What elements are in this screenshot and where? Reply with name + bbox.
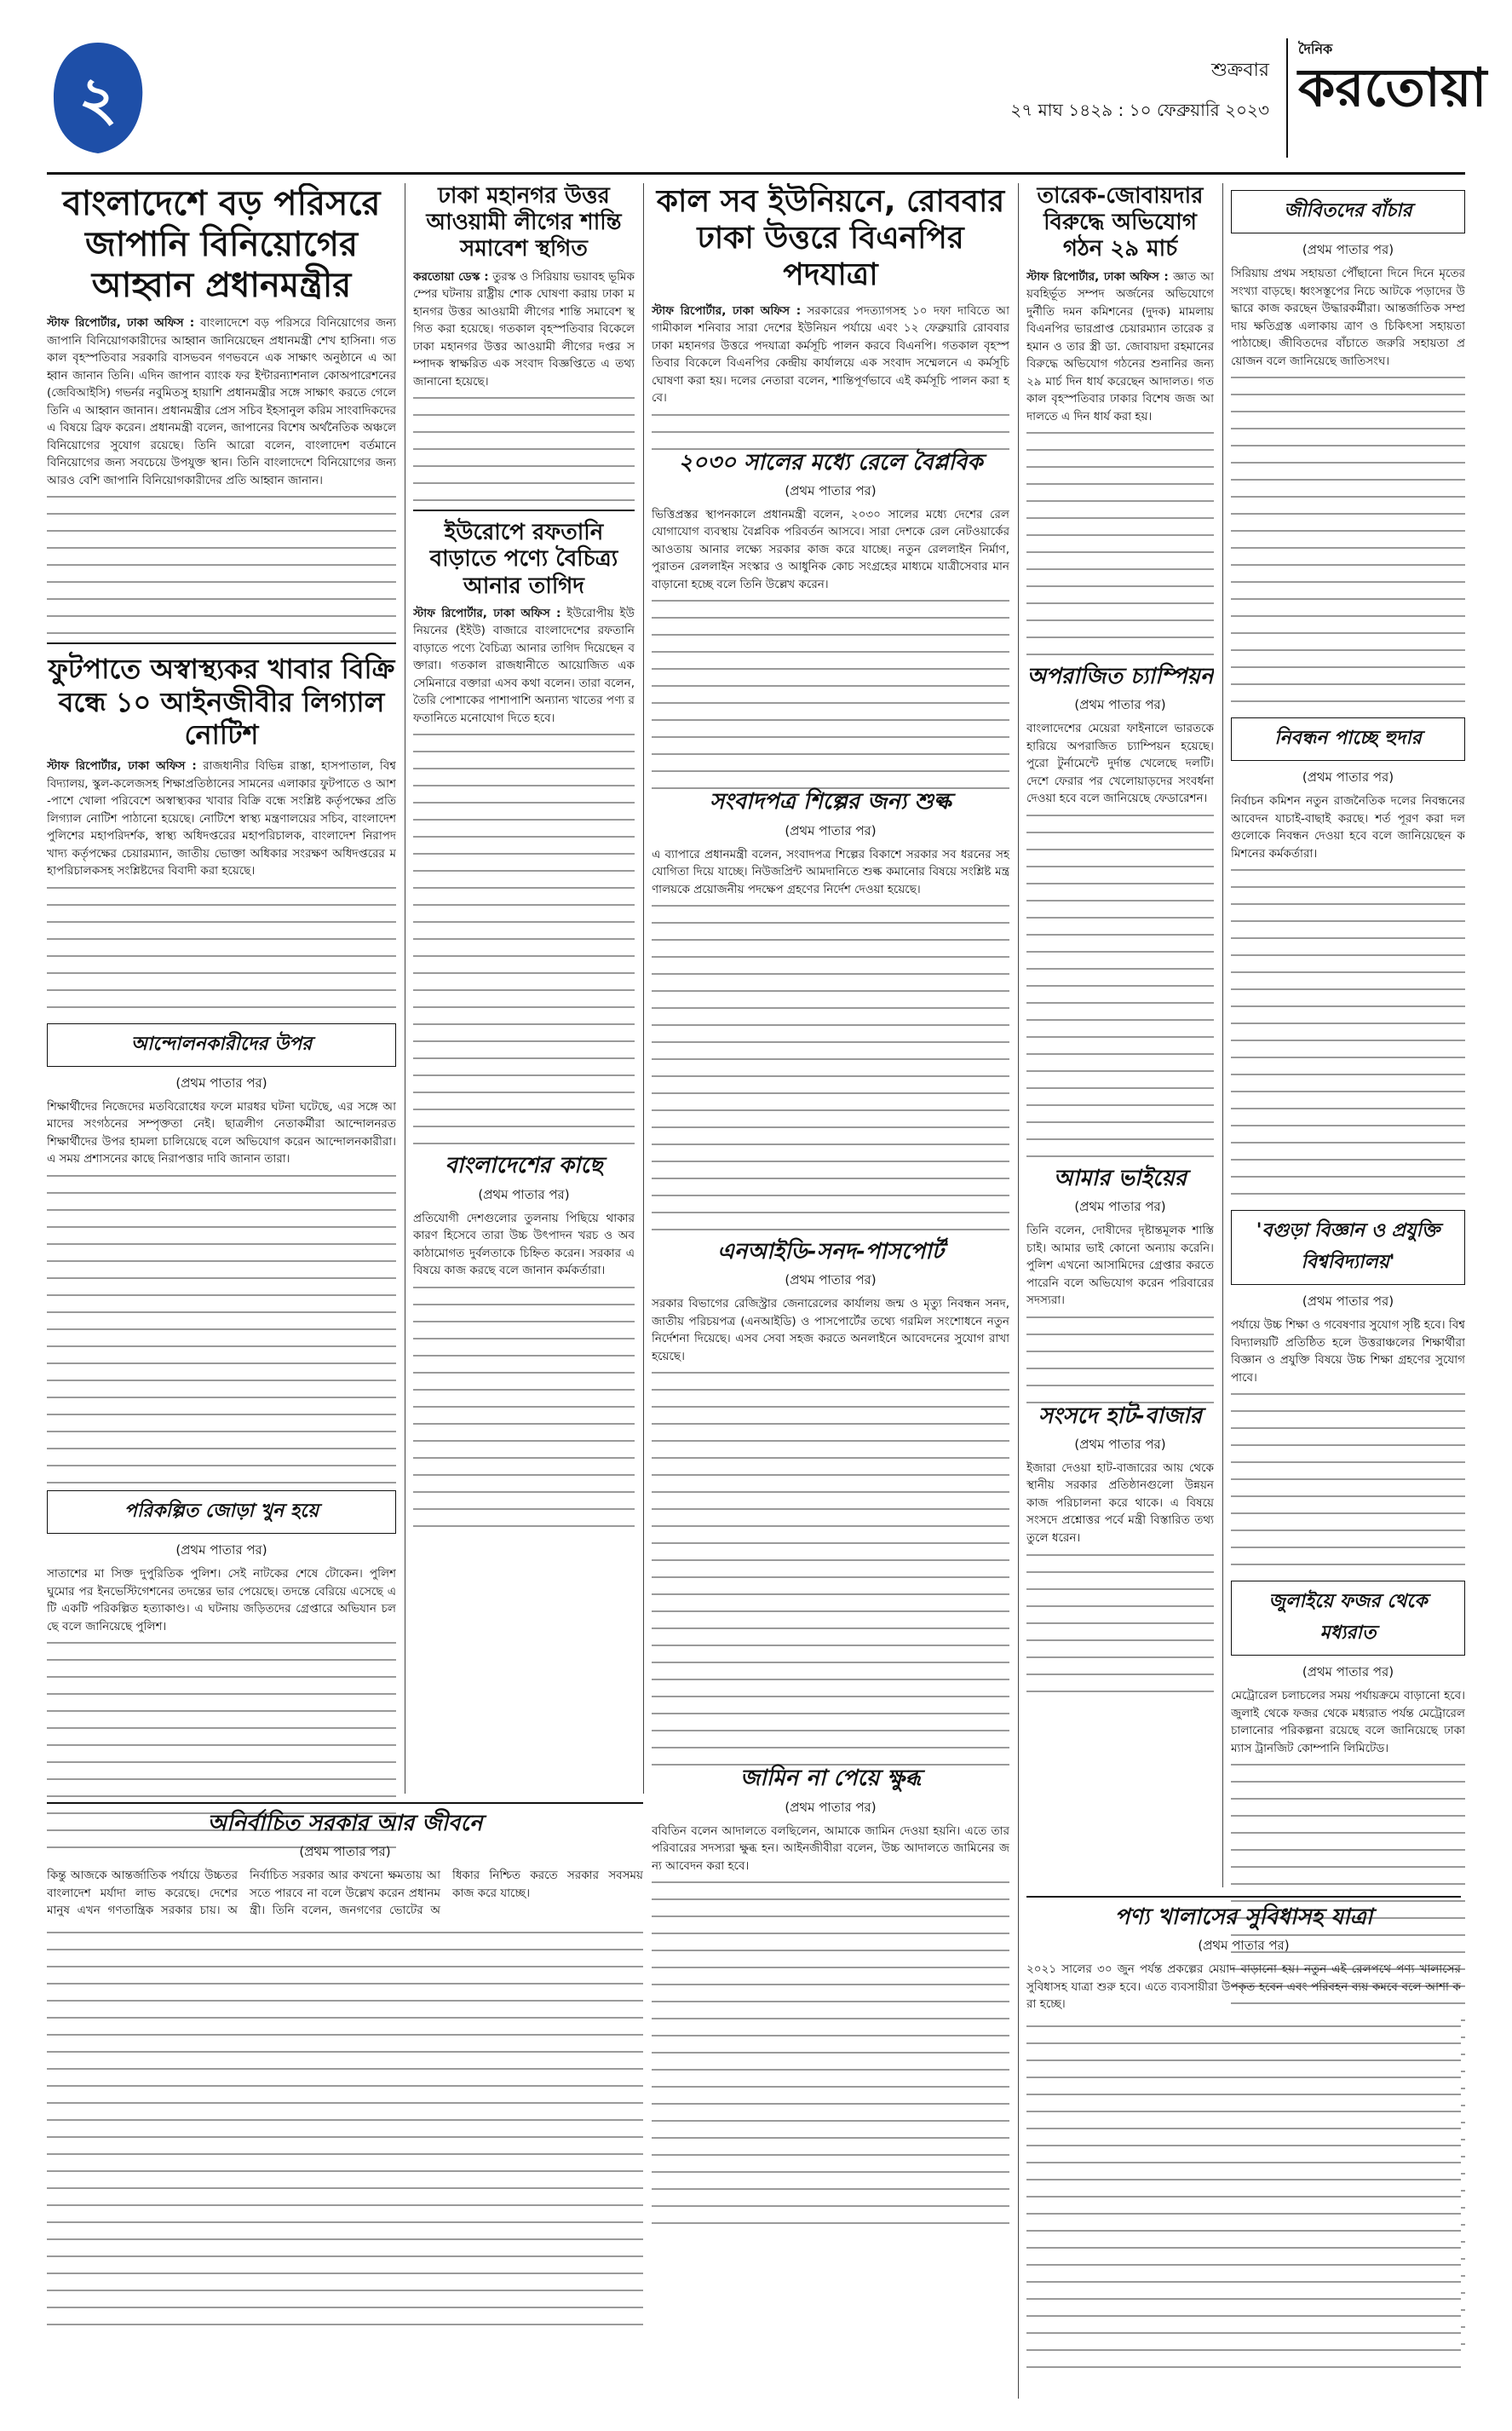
headline-my-brother: আমার ভাইয়ের	[1053, 1165, 1187, 1191]
article-tarique-case: স্টাফ রিপোর্টার, ঢাকা অফিস : জ্ঞাত আয়বহির্ভূত সম্পদ অর্জনের অভিযোগে দুর্নীতি দমন কমিশনের (দুদক) মামলায় বিএনপির ভারপ্রাপ্ত চেয়ারম্যান তারেক রহমান ও তার স্ত্রী ডা. জোবায়দা রহমানের বিরুদ্ধে অভিযোগ গঠনের শুনানির জন্য ২৯ মার্চ দিন ধার্য করেছেন আদালত। গতকাল বৃহস্পতিবার ঢাকার বিশেষ জজ আদালতে এ দিন ধার্য করা হয়।	[1026, 269, 1214, 423]
article-survivors: সিরিয়ায় প্রথম সহায়তা পৌঁছানো দিনে দিনে মৃতের সংখ্যা বাড়ছে। ধ্বংসস্তূপের নিচে আটকে পড়াদের উদ্ধারে কাজ করছেন উদ্ধারকর্মীরা। আন্তর্জাতিক সম্প্রদায় ক্ষতিগ্রস্ত এলাকায় ত্রাণ ও চিকিৎসা সহায়তা পাঠাচ্ছে। জীবিতদের বাঁচাতে জরুরি সহায়তা প্রয়োজন বলে জানিয়েছে জাতিসংঘ।	[1231, 267, 1465, 368]
article-cargo: ২০২১ সালের ৩০ জুন পর্যন্ত প্রকল্পের মেয়াদ বাড়ানো হয়। নতুন এই রেলপথে পণ্য খালাসের সুবিধাসহ যাত্রা শুরু হবে। এতে ব্যবসায়ীরা উপকৃত হবেন এবং পরিবহন ব্যয় কমবে বলে আশা করা হচ্ছে।	[1026, 1962, 1461, 2012]
headline-cargo: পণ্য খালাসের সুবিধাসহ যাত্রা	[1114, 1904, 1373, 1930]
article-hat-bazar: ইজারা দেওয়া হাট-বাজারের আয় থেকে স্থানীয় সরকার প্রতিষ্ঠানগুলো উন্নয়ন কাজ পরিচালনা করে থাকে। এ বিষয়ে সংসদে প্রশ্নোত্তর পর্বে মন্ত্রী বিস্তারিত তথ্য তুলে ধরেন।	[1026, 1460, 1214, 1545]
article-japan: স্টাফ রিপোর্টার, ঢাকা অফিস : বাংলাদেশে বড় পরিসরে বিনিয়োগের জন্য জাপানি বিনিয়োগকারীদের আহ্বান জানিয়েছেন প্রধানমন্ত্রী শেখ হাসিনা। গতকাল বৃহস্পতিবার সরকারি বাসভবন গণভবনে এক সাক্ষাৎ অনুষ্ঠানে এ আহ্বান জানান তিনি। এদিন জাপান ব্যাংক ফর ইন্টারন্যাশনাল কোঅপারেশনের (জেবিআইসি) গভর্নর নবুমিতসু হায়াশি প্রধানমন্ত্রীর সঙ্গে সাক্ষাৎ করতে গেলে তিনি এ আহ্বান জানান। প্রধানমন্ত্রীর প্রেস সচিব ইহসানুল করিম সাংবাদিকদের এ বিষয়ে ব্রিফ করেন। প্রধানমন্ত্রী বলেন, জাপানের বিশেষ অর্থনৈতিক অঞ্চলে বিনিয়োগের সুযোগ রয়েছে। তিনি আরো বলেন, বাংলাদেশ বর্তমানে বিনিয়োগের জন্য সবচেয়ে উপযুক্ত স্থান। তিনি বাংলাদেশে বিনিয়োগের জন্য আরও বেশি জাপানি বিনিয়োগকারীদের প্রতি আহ্বান জানান।	[47, 316, 396, 487]
headline-unelected-govt: অনির্বাচিত সরকার আর জীবনে	[207, 1811, 483, 1836]
headline-japan: বাংলাদেশে বড় পরিসরে জাপানি বিনিয়োগের আহ্বান প্রধানমন্ত্রীর	[62, 184, 381, 305]
headline-awami-rally: ঢাকা মহানগর উত্তর আওয়ামী লীগের শান্তি সমাবেশ স্থগিত	[426, 183, 622, 262]
article-rail-2030: ভিত্তিপ্রস্তর স্থাপনকালে প্রধানমন্ত্রী বলেন, ২০৩০ সালের মধ্যে দেশের রেল যোগাযোগ ব্যবস্থায় বৈপ্লবিক পরিবর্তন আসবে। সারা দেশকে রেল নেটওয়ার্কের আওতায় আনার লক্ষ্যে সরকার কাজ করে যাচ্ছে। নতুন রেললাইন নির্মাণ, পুরাতন রেললাইন সংস্কার ও আধুনিক কোচ সংগ্রহের মাধ্যমে যাত্রীসেবার মান বাড়ানো হচ্ছে বলে তিনি উল্লেখ করেন।	[652, 507, 1009, 591]
column-5: জীবিতদের বাঁচার (প্রথম পাতার পর) সিরিয়ায় প্রথম সহায়তা পৌঁছানো দিনে দিনে মৃতের সংখ্যা বাড়ছে। ধ্বংসস্তূপের নিচে আটকে পড়াদের উদ্ধারে কাজ করছেন উদ্ধারকর্মীরা। আন্তর্জাতিক সম্প্রদায় ক্ষতিগ্রস্ত এলাকায় ত্রাণ ও চিকিৎসা সহায়তা পাঠাচ্ছে। জীবিতদের বাঁচাতে জরুরি সহায়তা প্রয়োজন বলে জানিয়েছে জাতিসংঘ। নিবন্ধন পাচ্ছে হুদার (প্রথম পাতার পর) নির্বাচন কমিশন নতুন রাজনৈতিক দলের নিবন্ধনের আবেদন যাচাই-বাছাই করছে। শর্ত পূরণ করা দলগুলোকে নিবন্ধন দেওয়া হবে বলে জানিয়েছেন কমিশনের কর্মকর্তারা। 'বগুড়া বিজ্ঞান ও প্রযুক্তি বিশ্ববিদ্যালয়' (প্রথম পাতার পর) পর্যায়ে উচ্চ শিক্ষা ও গবেষণার সুযোগ সৃষ্টি হবে। বিশ্ববিদ্যালয়টি প্রতিষ্ঠিত হলে উত্তরাঞ্চলের শিক্ষার্থীরা বিজ্ঞান ও প্রযুক্তি বিষয়ে উচ্চ শিক্ষা গ্রহণের সুযোগ পাবে। জুলাইয়ে ফজর থেকে মধ্যরাত (প্রথম পাতার পর) মেট্রোরেল চলাচলের সময় পর্যায়ক্রমে বাড়ানো হবে। জুলাই থেকে ফজর থেকে মধ্যরাত পর্যন্ত মেট্রোরেল চালানোর পরিকল্পনা রয়েছে বলে জানিয়েছে ঢাকা ম্যাস ট্রানজিট কোম্পানি লিমিটেড।	[1231, 183, 1465, 2399]
article-awami-rally-continued	[413, 390, 635, 501]
column-1: বাংলাদেশে বড় পরিসরে জাপানি বিনিয়োগের আহ্বান প্রধানমন্ত্রীর স্টাফ রিপোর্টার, ঢাকা অফিস : বাংলাদেশে বড় পরিসরে বিনিয়োগের জন্য জাপানি বিনিয়োগকারীদের আহ্বান জানিয়েছেন প্রধানমন্ত্রী শেখ হাসিনা। গতকাল বৃহস্পতিবার সরকারি বাসভবন গণভবনে এক সাক্ষাৎ অনুষ্ঠানে এ আহ্বান জানান তিনি। এদিন জাপান ব্যাংক ফর ইন্টারন্যাশনাল কোঅপারেশনের (জেবিআইসি) গভর্নর নবুমিতসু হায়াশি প্রধানমন্ত্রীর সঙ্গে সাক্ষাৎ করতে গেলে তিনি এ আহ্বান জানান। প্রধানমন্ত্রীর প্রেস সচিব ইহসানুল করিম সাংবাদিকদের এ বিষয়ে ব্রিফ করেন। প্রধানমন্ত্রী বলেন, জাপানের বিশেষ অর্থনৈতিক অঞ্চলে বিনিয়োগের সুযোগ রয়েছে। তিনি আরো বলেন, বাংলাদেশ বর্তমানে বিনিয়োগের জন্য সবচেয়ে উপযুক্ত স্থান। তিনি বাংলাদেশে বিনিয়োগের জন্য আরও বেশি জাপানি বিনিয়োগকারীদের প্রতি আহ্বান জানান। ফুটপাতে অস্বাস্থ্যকর খাবার বিক্রি বন্ধে ১০ আইনজীবীর লিগ্যাল নোটিশ স্টাফ রিপোর্টার, ঢাকা অফিস : রাজধানীর বিভিন্ন রাস্তা, হাসপাতাল, বিশ্ববিদ্যালয়, স্কুল-কলেজসহ শিক্ষাপ্রতিষ্ঠানের সামনের এলাকার ফুটপাতে ও আশ-পাশে খোলা পরিবেশে অস্বাস্থ্যকর খাবার বিক্রি বন্ধে সংশ্লিষ্ট কর্তৃপক্ষের প্রতি লিগ্যাল নোটিশ পাঠানো হয়েছে। নোটিশে স্বাস্থ্য মন্ত্রণালয়ের সচিব, বাংলাদেশ পুলিশের মহাপরিদর্শক, স্বাস্থ্য অধিদপ্তরের মহাপরিচালক, বাংলাদেশ নিরাপদ খাদ্য কর্তৃপক্ষের চেয়ারম্যান, জাতীয় ভোক্তা অধিকার সংরক্ষণ অধিদপ্তরের মহাপরিচালকসহ সংশ্লিষ্টদের বিবাদী করা হয়েছে। আন্দোলনকারীদের উপর (প্রথম পাতার পর) শিক্ষার্থীদের নিজেদের মতবিরোধের ফলে মারধর ঘটনা ঘটেছে, এর সঙ্গে আমাদের সংগঠনের সম্পৃক্ততা নেই। ছাত্রলীগ নেতাকর্মীরা আন্দোলনরত শিক্ষার্থীদের উপর হামলা চালিয়েছে বলে অভিযোগ করেন আন্দোলনকারীরা। এ সময় প্রশাসনের কাছে নিরাপত্তার দাবি জানান তারা। পরিকল্পিত জোড়া খুন হয়ে (প্রথম পাতার পর) সাতাশের মা সিক্ত দুপুরিতিক পুলিশ। সেই নাটকের শেষে টোকেন। পুলিশ ঘুমোর পর ইনভেস্টিগেশনের তদন্তের ভার পেয়েছে। তদন্তে বেরিয়ে এসেছে এটি একটি পরিকল্পিত হত্যাকাণ্ড। এ ঘটনায় জড়িতদের গ্রেপ্তারে অভিযান চলছে বলে জানিয়েছে পুলিশ।	[47, 183, 396, 2399]
headline-street-food: ফুটপাতে অস্বাস্থ্যকর খাবার বিক্রি বন্ধে ১০ আইনজীবীর লিগ্যাল নোটিশ	[48, 653, 395, 751]
article-bangladesh-kache: প্রতিযোগী দেশগুলোর তুলনায় পিছিয়ে থাকার কারণ হিসেবে তারা উচ্চ উৎপাদন খরচ ও অবকাঠামোগত দুর্বলতাকে চিহ্নিত করেন। সরকার এ বিষয়ে কাজ করছে বলে জানান কর্মকর্তারা।	[413, 1211, 635, 1278]
article-japan-continued	[47, 489, 396, 634]
article-tarique-case-continued	[1026, 425, 1214, 664]
columns	[47, 183, 1465, 2399]
article-bnp-march: স্টাফ রিপোর্টার, ঢাকা অফিস : সরকারের পদত্যাগসহ ১০ দফা দাবিতে আগামীকাল শনিবার সারা দেশের ইউনিয়ন পর্যায়ে এবং ১২ ফেব্রুয়ারি রোববার ঢাকা মহানগর উত্তরে পদযাত্রা কর্মসূচি পালন করবে বিএনপি। গতকাল বৃহস্পতিবার বিকেলে বিএনপির কেন্দ্রীয় কার্যালয়ে এক সংবাদ সম্মেলনে এ কর্মসূচি ঘোষণা করা হয়। দলের নেতারা বলেন, শান্তিপূর্ণভাবে এই কর্মসূচি পালন করা হবে।	[652, 303, 1009, 406]
headline-protesters: আন্দোলনকারীদের উপর	[47, 1023, 396, 1067]
article-newspaper-duty-continued	[652, 898, 1009, 1239]
headline-double-murder: পরিকল্পিত জোড়া খুন হয়ে	[47, 1490, 396, 1534]
headline-metro-rail: জুলাইয়ে ফজর থেকে মধ্যরাত	[1231, 1581, 1465, 1656]
page-number: ২	[78, 64, 118, 134]
article-street-food: স্টাফ রিপোর্টার, ঢাকা অফিস : রাজধানীর বিভিন্ন রাস্তা, হাসপাতাল, বিশ্ববিদ্যালয়, স্কুল-কলেজসহ শিক্ষাপ্রতিষ্ঠানের সামনের এলাকার ফুটপাতে ও আশ-পাশে খোলা পরিবেশে অস্বাস্থ্যকর খাবার বিক্রি বন্ধে সংশ্লিষ্ট কর্তৃপক্ষের প্রতি লিগ্যাল নোটিশ পাঠানো হয়েছে। নোটিশে স্বাস্থ্য মন্ত্রণালয়ের সচিব, বাংলাদেশ পুলিশের মহাপরিদর্শক, স্বাস্থ্য অধিদপ্তরের মহাপরিচালক, বাংলাদেশ নিরাপদ খাদ্য কর্তৃপক্ষের চেয়ারম্যান, জাতীয় ভোক্তা অধিকার সংরক্ষণ অধিদপ্তরের মহাপরিচালকসহ সংশ্লিষ্টদের বিবাদী করা হয়েছে।	[47, 759, 396, 879]
headline-survivors: জীবিতদের বাঁচার	[1231, 190, 1465, 233]
article-newspaper-duty: এ ব্যাপারে প্রধানমন্ত্রী বলেন, সংবাদপত্র শিল্পের বিকাশে সরকার সব ধরনের সহযোগিতা দিয়ে যাচ্ছে। নিউজপ্রিন্ট আমদানিতে শুল্ক কমানোর বিষয়ে সংশ্লিষ্ট মন্ত্রণালয়কে প্রয়োজনীয় পদক্ষেপ গ্রহণের নির্দেশ দেওয়া হয়েছে।	[652, 847, 1009, 896]
headline-newspaper-duty: সংবাদপত্র শিল্পের জন্য শুল্ক	[710, 789, 951, 815]
headline-champion: অপরাজিত চ্যাম্পিয়ন	[1026, 664, 1214, 690]
column-2: ঢাকা মহানগর উত্তর আওয়ামী লীগের শান্তি সমাবেশ স্থগিত করতোয়া ডেস্ক : তুরস্ক ও সিরিয়ায় ভয়াবহ ভূমিকম্পের ঘটনায় রাষ্ট্রীয় শোক ঘোষণা করায় ঢাকা মহানগর উত্তর আওয়ামী লীগের শান্তি সমাবেশ স্থগিত করা হয়েছে। গতকাল বৃহস্পতিবার বিকেলে ঢাকা মহানগর উত্তর আওয়ামী লীগের দপ্তর সম্পাদক স্বাক্ষরিত এক সংবাদ বিজ্ঞপ্তিতে এ তথ্য জানানো হয়েছে। ইউরোপে রফতানি বাড়াতে পণ্যে বৈচিত্র্য আনার তাগিদ স্টাফ রিপোর্টার, ঢাকা অফিস : ইউরোপীয় ইউনিয়নের (ইইউ) বাজারে বাংলাদেশের রফতানি বাড়াতে পণ্যে বৈচিত্র্য আনার তাগিদ দিয়েছেন বক্তারা। গতকাল রাজধানীতে আয়োজিত এক সেমিনারে বক্তারা এসব কথা বলেন। তারা বলেন, তৈরি পোশাকের পাশাপাশি অন্যান্য খাতের পণ্য রফতানিতে মনোযোগ দিতে হবে। বাংলাদেশের কাছে (প্রথম পাতার পর) প্রতিযোগী দেশগুলোর তুলনায় পিছিয়ে থাকার কারণ হিসেবে তারা উচ্চ উৎপাদন খরচ ও অবকাঠামোগত দুর্বলতাকে চিহ্নিত করেন। সরকার এ বিষয়ে কাজ করছে বলে জানান কর্মকর্তারা।	[413, 183, 635, 1794]
column-4: তারেক-জোবায়দার বিরুদ্ধে অভিযোগ গঠন ২৯ মার্চ স্টাফ রিপোর্টার, ঢাকা অফিস : জ্ঞাত আয়বহির্ভূত সম্পদ অর্জনের অভিযোগে দুর্নীতি দমন কমিশনের (দুদক) মামলায় বিএনপির ভারপ্রাপ্ত চেয়ারম্যান তারেক রহমান ও তার স্ত্রী ডা. জোবায়দা রহমানের বিরুদ্ধে অভিযোগ গঠনের শুনানির জন্য ২৯ মার্চ দিন ধার্য করেছেন আদালত। গতকাল বৃহস্পতিবার ঢাকার বিশেষ জজ আদালতে এ দিন ধার্য করা হয়। অপরাজিত চ্যাম্পিয়ন (প্রথম পাতার পর) বাংলাদেশের মেয়েরা ফাইনালে ভারতকে হারিয়ে অপরাজিত চ্যাম্পিয়ন হয়েছে। পুরো টুর্নামেন্টে দুর্দান্ত খেলেছে দলটি। দেশে ফেরার পর খেলোয়াড়দের সংবর্ধনা দেওয়া হবে বলে জানিয়েছে ফেডারেশন। আমার ভাইয়ের (প্রথম পাতার পর) তিনি বলেন, দোষীদের দৃষ্টান্তমূলক শাস্তি চাই। আমার ভাই কোনো অন্যায় করেনি। পুলিশ এখনো আসামিদের গ্রেপ্তার করতে পারেনি বলে অভিযোগ করেন পরিবারের সদস্যরা। সংসদে হাট-বাজার (প্রথম পাতার পর) ইজারা দেওয়া হাট-বাজারের আয় থেকে স্থানীয় সরকার প্রতিষ্ঠানগুলো উন্নয়ন কাজ পরিচালনা করে থাকে। এ বিষয়ে সংসদে প্রশ্নোত্তর পর্বে মন্ত্রী বিস্তারিত তথ্য তুলে ধরেন।	[1026, 183, 1214, 1887]
article-europe-export: স্টাফ রিপোর্টার, ঢাকা অফিস : ইউরোপীয় ইউনিয়নের (ইইউ) বাজারে বাংলাদেশের রফতানি বাড়াতে পণ্যে বৈচিত্র্য আনার তাগিদ দিয়েছেন বক্তারা। গতকাল রাজধানীতে আয়োজিত এক সেমিনারে বক্তারা এসব কথা বলেন। তারা বলেন, তৈরি পোশাকের পাশাপাশি অন্যান্য খাতের পণ্য রফতানিতে মনোযোগ দিতে হবে।	[413, 606, 635, 725]
issue-day: শুক্রবার	[1210, 60, 1269, 81]
logo-small: দৈনিক	[1298, 41, 1333, 57]
logo-big: করতোয়া	[1298, 56, 1487, 118]
headline-nid-passport: এনআইডি-সনদ-পাসপোর্ট	[717, 1239, 944, 1265]
article-my-brother: তিনি বলেন, দোষীদের দৃষ্টান্তমূলক শাস্তি চাই। আমার ভাই কোনো অন্যায় করেনি। পুলিশ এখনো আসামিদের গ্রেপ্তার করতে পারেনি বলে অভিযোগ করেন পরিবারের সদস্যরা।	[1026, 1224, 1214, 1308]
article-my-brother-continued	[1026, 1310, 1214, 1403]
article-protesters: শিক্ষার্থীদের নিজেদের মতবিরোধের ফলে মারধর ঘটনা ঘটেছে, এর সঙ্গে আমাদের সংগঠনের সম্পৃক্ততা নেই। ছাত্রলীগ নেতাকর্মীরা আন্দোলনরত শিক্ষার্থীদের উপর হামলা চালিয়েছে বলে অভিযোগ করেন আন্দোলনকারীরা। এ সময় প্রশাসনের কাছে নিরাপত্তার দাবি জানান তারা।	[47, 1099, 396, 1167]
headline-bnp-march: কাল সব ইউনিয়নে, রোববার ঢাকা উত্তরে বিএনপির পদযাত্রা	[656, 184, 1005, 293]
article-bail: ববিতিন বলেন আদালতে বলছিলেন, আমাকে জামিন দেওয়া হয়নি। এতে তার পরিবারের সদস্যরা ক্ষুব্ধ হন। আইনজীবীরা বলেন, উচ্চ আদালতে জামিনের জন্য আবেদন করা হবে।	[652, 1823, 1009, 1873]
headline-rail-2030: ২০৩০ সালের মধ্যে রেলে বৈপ্লবিক	[678, 449, 983, 475]
article-bnp-march-continued	[652, 407, 1009, 450]
article-nid-passport: সরকার বিভাগের রেজিস্ট্রার জেনারেলের কার্যালয় জন্ম ও মৃত্যু নিবন্ধন সনদ, জাতীয় পরিচয়পত্র (এনআইডি) ও পাসপোর্টের তথ্যে গরমিল সংশোধনে নতুন নির্দেশনা দিয়েছে। এসব সেবা সহজ করতে অনলাইনে আবেদনের সুযোগ রাখা হয়েছে।	[652, 1297, 1009, 1363]
column-3: কাল সব ইউনিয়নে, রোববার ঢাকা উত্তরে বিএনপির পদযাত্রা স্টাফ রিপোর্টার, ঢাকা অফিস : সরকারের পদত্যাগসহ ১০ দফা দাবিতে আগামীকাল শনিবার সারা দেশের ইউনিয়ন পর্যায়ে এবং ১২ ফেব্রুয়ারি রোববার ঢাকা মহানগর উত্তরে পদযাত্রা কর্মসূচি পালন করবে বিএনপি। গতকাল বৃহস্পতিবার বিকেলে বিএনপির কেন্দ্রীয় কার্যালয়ে এক সংবাদ সম্মেলনে এ কর্মসূচি ঘোষণা করা হয়। দলের নেতারা বলেন, শান্তিপূর্ণভাবে এই কর্মসূচি পালন করা হবে। ২০৩০ সালের মধ্যে রেলে বৈপ্লবিক (প্রথম পাতার পর) ভিত্তিপ্রস্তর স্থাপনকালে প্রধানমন্ত্রী বলেন, ২০৩০ সালের মধ্যে দেশের রেল যোগাযোগ ব্যবস্থায় বৈপ্লবিক পরিবর্তন আসবে। সারা দেশকে রেল নেটওয়ার্কের আওতায় আনার লক্ষ্যে সরকার কাজ করে যাচ্ছে। নতুন রেললাইন নির্মাণ, পুরাতন রেললাইন সংস্কার ও আধুনিক কোচ সংগ্রহের মাধ্যমে যাত্রীসেবার মান বাড়ানো হচ্ছে বলে তিনি উল্লেখ করেন। সংবাদপত্র শিল্পের জন্য শুল্ক (প্রথম পাতার পর) এ ব্যাপারে প্রধানমন্ত্রী বলেন, সংবাদপত্র শিল্পের বিকাশে সরকার সব ধরনের সহযোগিতা দিয়ে যাচ্ছে। নিউজপ্রিন্ট আমদানিতে শুল্ক কমানোর বিষয়ে সংশ্লিষ্ট মন্ত্রণালয়কে প্রয়োজনীয় পদক্ষেপ গ্রহণের নির্দেশ দেওয়া হয়েছে। এনআইডি-সনদ-পাসপোর্ট (প্রথম পাতার পর) সরকার বিভাগের রেজিস্ট্রার জেনারেলের কার্যালয় জন্ম ও মৃত্যু নিবন্ধন সনদ, জাতীয় পরিচয়পত্র (এনআইডি) ও পাসপোর্টের তথ্যে গরমিল সংশোধনে নতুন নির্দেশনা দিয়েছে। এসব সেবা সহজ করতে অনলাইনে আবেদনের সুযোগ রাখা হয়েছে। জামিন না পেয়ে ক্ষুব্ধ (প্রথম পাতার পর) ববিতিন বলেন আদালতে বলছিলেন, আমাকে জামিন দেওয়া হয়নি। এতে তার পরিবারের সদস্যরা ক্ষুব্ধ হন। আইনজীবীরা বলেন, উচ্চ আদালতে জামিনের জন্য আবেদন করা হবে।	[652, 183, 1009, 2399]
headline-europe-export: ইউরোপে রফতানি বাড়াতে পণ্যে বৈচিত্র্য আনার তাগিদ	[429, 520, 618, 599]
article-bogura-university: পর্যায়ে উচ্চ শিক্ষা ও গবেষণার সুযোগ সৃষ্টি হবে। বিশ্ববিদ্যালয়টি প্রতিষ্ঠিত হলে উত্তরাঞ্চলের শিক্ষার্থীরা বিজ্ঞান ও প্রযুক্তি বিষয়ে উচ্চ শিক্ষা গ্রহণের সুযোগ পাবে।	[1231, 1318, 1465, 1385]
page-number-badge	[47, 38, 149, 158]
article-protesters-continued	[47, 1168, 396, 1483]
article-cargo-body-continued	[1026, 2019, 1461, 2376]
headline-bangladesh-kache: বাংলাদেশের কাছে	[445, 1153, 603, 1179]
article-bail-continued	[652, 1875, 1009, 2232]
article-rail-2030-continued	[652, 593, 1009, 789]
bottom-left-section: অনির্বাচিত সরকার আর জীবনে (প্রথম পাতার পর) কিন্তু আজকে আন্তর্জাতিক পর্যায়ে উচ্চতর বাংলাদেশ মর্যাদা লাভ করেছে। দেশের মানুষ এখন গণতান্ত্রিক সরকার চায়। অনির্বাচিত সরকার আর কখনো ক্ষমতায় আসতে পারবে না বলে উল্লেখ করেন প্রধানমন্ত্রী। তিনি বলেন, জনগণের ভোটের অধিকার নিশ্চিত করতে সরকার সবসময় কাজ করে যাচ্ছে।	[47, 1802, 643, 2399]
article-survivors-continued	[1231, 370, 1465, 711]
article-unelected-govt-continued	[47, 1925, 643, 2334]
headline-huda-registration: নিবন্ধন পাচ্ছে হুদার	[1231, 717, 1465, 761]
article-champion: বাংলাদেশের মেয়েরা ফাইনালে ভারতকে হারিয়ে অপরাজিত চ্যাম্পিয়ন হয়েছে। পুরো টুর্নামেন্টে দুর্দান্ত খেলেছে দলটি। দেশে ফেরার পর খেলোয়াড়দের সংবর্ধনা দেওয়া হবে বলে জানিয়েছে ফেডারেশন।	[1026, 722, 1214, 806]
article-unelected-govt: কিন্তু আজকে আন্তর্জাতিক পর্যায়ে উচ্চতর বাংলাদেশ মর্যাদা লাভ করেছে। দেশের মানুষ এখন গণতান্ত্রিক সরকার চায়। অনির্বাচিত সরকার আর কখনো ক্ষমতায় আসতে পারবে না বলে উল্লেখ করেন প্রধানমন্ত্রী। তিনি বলেন, জনগণের ভোটের অধিকার নিশ্চিত করতে সরকার সবসময় কাজ করে যাচ্ছে।	[47, 1869, 643, 1918]
article-awami-rally: করতোয়া ডেস্ক : তুরস্ক ও সিরিয়ায় ভয়াবহ ভূমিকম্পের ঘটনায় রাষ্ট্রীয় শোক ঘোষণা করায় ঢাকা মহানগর উত্তর আওয়ামী লীগের শান্তি সমাবেশ স্থগিত করা হয়েছে। গতকাল বৃহস্পতিবার বিকেলে ঢাকা মহানগর উত্তর আওয়ামী লীগের দপ্তর সম্পাদক স্বাক্ষরিত এক সংবাদ বিজ্ঞপ্তিতে এ তথ্য জানানো হয়েছে।	[413, 269, 635, 389]
article-hat-bazar-continued	[1026, 1547, 1214, 1701]
headline-tarique-case: তারেক-জোবায়দার বিরুদ্ধে অভিযোগ গঠন ২৯ মার্চ	[1037, 183, 1204, 262]
headline-bogura-university: 'বগুড়া বিজ্ঞান ও প্রযুক্তি বিশ্ববিদ্যালয়'	[1231, 1210, 1465, 1285]
article-champion-continued	[1026, 808, 1214, 1166]
article-huda-registration-continued	[1231, 862, 1465, 1203]
headline-bail: জামিন না পেয়ে ক্ষুব্ধ	[739, 1766, 922, 1792]
headline-hat-bazar: সংসদে হাট-বাজার	[1038, 1403, 1202, 1429]
newspaper-logo	[1286, 38, 1487, 158]
article-nid-passport-continued	[652, 1365, 1009, 1766]
bottom-right-section: পণ্য খালাসের সুবিধাসহ যাত্রা (প্রথম পাতার পর) ২০২১ সালের ৩০ জুন পর্যন্ত প্রকল্পের মেয়াদ বাড়ানো হয়। নতুন এই রেলপথে পণ্য খালাসের সুবিধাসহ যাত্রা শুরু হবে। এতে ব্যবসায়ীরা উপকৃত হবেন এবং পরিবহন ব্যয় কমবে বলে আশা করা হচ্ছে।	[1026, 1896, 1461, 2399]
article-bangladesh-kache-continued	[413, 1280, 635, 1535]
article-metro-rail: মেট্রোরেল চলাচলের সময় পর্যায়ক্রমে বাড়ানো হবে। জুলাই থেকে ফজর থেকে মধ্যরাত পর্যন্ত মেট্রোরেল চালানোর পরিকল্পনা রয়েছে বলে জানিয়েছে ঢাকা ম্যাস ট্রানজিট কোম্পানি লিমিটেড।	[1231, 1689, 1465, 1755]
article-street-food-continued	[47, 880, 396, 1017]
article-double-murder: সাতাশের মা সিক্ত দুপুরিতিক পুলিশ। সেই নাটকের শেষে টোকেন। পুলিশ ঘুমোর পর ইনভেস্টিগেশনের তদন্তের ভার পেয়েছে। তদন্তে বেরিয়ে এসেছে এটি একটি পরিকল্পিত হত্যাকাণ্ড। এ ঘটনায় জড়িতদের গ্রেপ্তারে অভিযান চলছে বলে জানিয়েছে পুলিশ।	[47, 1567, 396, 1633]
masthead	[47, 38, 1487, 175]
article-europe-export-continued	[413, 727, 635, 1153]
article-bogura-university-continued	[1231, 1386, 1465, 1574]
article-huda-registration: নির্বাচন কমিশন নতুন রাজনৈতিক দলের নিবন্ধনের আবেদন যাচাই-বাছাই করছে। শর্ত পূরণ করা দলগুলোকে নিবন্ধন দেওয়া হবে বলে জানিয়েছেন কমিশনের কর্মকর্তারা।	[1231, 794, 1465, 861]
issue-date: ২৭ মাঘ ১৪২৯ : ১০ ফেব্রুয়ারি ২০২৩	[1010, 100, 1269, 120]
